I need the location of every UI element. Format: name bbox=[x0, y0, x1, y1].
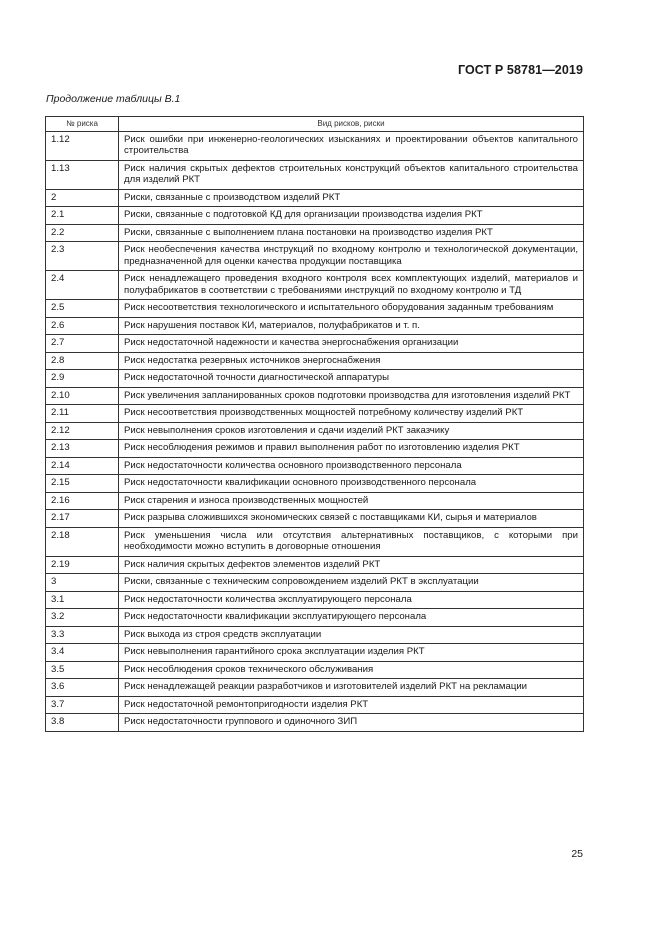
risk-description-cell: Риск недостаточной ремонтопригодности изделия РКТ bbox=[119, 696, 584, 714]
table-row bbox=[46, 609, 584, 627]
table-row bbox=[46, 224, 584, 242]
header-risk-number: № риска bbox=[46, 117, 119, 132]
risk-number-cell: 2.7 bbox=[46, 335, 119, 353]
risk-description-cell: Риск ненадлежащей реакции разработчиков и изготовителей изделий РКТ на рекламации bbox=[119, 679, 584, 697]
risk-number-cell: 2.18 bbox=[46, 527, 119, 556]
table-row bbox=[46, 370, 584, 388]
table-row bbox=[46, 131, 584, 160]
risk-number-cell: 3.3 bbox=[46, 626, 119, 644]
table-row bbox=[46, 591, 584, 609]
table-row bbox=[46, 475, 584, 493]
risk-description-cell: Риск недостаточности количества эксплуатирующего персонала bbox=[119, 591, 584, 609]
table-row bbox=[46, 207, 584, 225]
table-row bbox=[46, 387, 584, 405]
header-risk-description: Вид рисков, риски bbox=[119, 117, 584, 132]
table-row bbox=[46, 160, 584, 189]
risk-description-cell: Риск недостаточности квалификации основного производственного персонала bbox=[119, 475, 584, 493]
risk-number-cell: 2.6 bbox=[46, 317, 119, 335]
risk-description-cell: Риск несоблюдения режимов и правил выполнения работ по изготовлению изделия РКТ bbox=[119, 440, 584, 458]
risk-description-cell: Риск несоблюдения сроков технического обслуживания bbox=[119, 661, 584, 679]
risk-description-cell: Риск наличия скрытых дефектов элементов изделий РКТ bbox=[119, 556, 584, 574]
risk-description-cell: Риск выхода из строя средств эксплуатации bbox=[119, 626, 584, 644]
risk-description-cell: Риск недостатка резервных источников энергоснабжения bbox=[119, 352, 584, 370]
page-number: 25 bbox=[571, 848, 583, 860]
risk-number-cell: 2.10 bbox=[46, 387, 119, 405]
risk-number-cell: 2.15 bbox=[46, 475, 119, 493]
risk-number-cell: 2.17 bbox=[46, 510, 119, 528]
risk-number-cell: 3.4 bbox=[46, 644, 119, 662]
risk-number-cell: 2.19 bbox=[46, 556, 119, 574]
risk-number-cell: 2.3 bbox=[46, 242, 119, 271]
risk-description-cell: Риск несоответствия технологического и испытательного оборудования заданным требованиям bbox=[119, 300, 584, 318]
risk-description-cell: Риск недостаточной точности диагностической аппаратуры bbox=[119, 370, 584, 388]
table-row bbox=[46, 661, 584, 679]
table-row bbox=[46, 696, 584, 714]
table-row bbox=[46, 626, 584, 644]
risk-number-cell: 3.7 bbox=[46, 696, 119, 714]
risk-number-cell: 3.1 bbox=[46, 591, 119, 609]
risk-table bbox=[45, 116, 584, 732]
table-row bbox=[46, 510, 584, 528]
table-row bbox=[46, 457, 584, 475]
risk-number-cell: 3.5 bbox=[46, 661, 119, 679]
table-row bbox=[46, 242, 584, 271]
table-header-row bbox=[46, 117, 584, 132]
table-row bbox=[46, 300, 584, 318]
risk-number-cell: 3 bbox=[46, 574, 119, 592]
risk-description-cell: Риск наличия скрытых дефектов строительных конструкций объектов капитального строительства для изделий РКТ bbox=[119, 160, 584, 189]
table-row bbox=[46, 189, 584, 207]
table-row bbox=[46, 422, 584, 440]
risk-description-cell: Риск недостаточной надежности и качества энергоснабжения организации bbox=[119, 335, 584, 353]
risk-number-cell: 2.1 bbox=[46, 207, 119, 225]
table-row bbox=[46, 679, 584, 697]
risk-description-cell: Риск ошибки при инженерно-геологических изысканиях и проектировании объектов капитального строительства bbox=[119, 131, 584, 160]
risk-number-cell: 2.2 bbox=[46, 224, 119, 242]
table-row bbox=[46, 644, 584, 662]
risk-number-cell: 2.13 bbox=[46, 440, 119, 458]
risk-number-cell: 2.11 bbox=[46, 405, 119, 423]
table-row bbox=[46, 492, 584, 510]
risk-description-cell: Риски, связанные с техническим сопровождением изделий РКТ в эксплуатации bbox=[119, 574, 584, 592]
table-row bbox=[46, 317, 584, 335]
risk-number-cell: 3.2 bbox=[46, 609, 119, 627]
table-row bbox=[46, 405, 584, 423]
risk-description-cell: Риски, связанные с производством изделий РКТ bbox=[119, 189, 584, 207]
risk-description-cell: Риск невыполнения сроков изготовления и сдачи изделий РКТ заказчику bbox=[119, 422, 584, 440]
risk-number-cell: 2 bbox=[46, 189, 119, 207]
risk-number-cell: 3.6 bbox=[46, 679, 119, 697]
risk-number-cell: 2.5 bbox=[46, 300, 119, 318]
risk-table-body bbox=[46, 131, 584, 731]
risk-number-cell: 2.16 bbox=[46, 492, 119, 510]
risk-description-cell: Риск недостаточности квалификации эксплуатирующего персонала bbox=[119, 609, 584, 627]
risk-description-cell: Риск недостаточности группового и одиночного ЗИП bbox=[119, 714, 584, 732]
risk-description-cell: Риск несоответствия производственных мощностей потребному количеству изделий РКТ bbox=[119, 405, 584, 423]
risk-number-cell: 3.8 bbox=[46, 714, 119, 732]
risk-description-cell: Риск разрыва сложившихся экономических связей с поставщиками КИ, сырья и материалов bbox=[119, 510, 584, 528]
risk-number-cell: 2.12 bbox=[46, 422, 119, 440]
risk-description-cell: Риск нарушения поставок КИ, материалов, полуфабрикатов и т. п. bbox=[119, 317, 584, 335]
risk-number-cell: 2.8 bbox=[46, 352, 119, 370]
table-row bbox=[46, 574, 584, 592]
table-row bbox=[46, 714, 584, 732]
document-code: ГОСТ Р 58781—2019 bbox=[457, 63, 583, 77]
table-row bbox=[46, 352, 584, 370]
risk-number-cell: 2.9 bbox=[46, 370, 119, 388]
risk-number-cell: 2.4 bbox=[46, 271, 119, 300]
risk-description-cell: Риск уменьшения числа или отсутствия альтернативных поставщиков, с которыми при необходимости можно вступить в договорные отношения bbox=[119, 527, 584, 556]
risk-number-cell: 1.12 bbox=[46, 131, 119, 160]
risk-description-cell: Риск старения и износа производственных мощностей bbox=[119, 492, 584, 510]
risk-description-cell: Риск ненадлежащего проведения входного контроля всех комплектующих изделий, материалов и полуфабрикатов в соответствии с требованиями инструкций по входному контролю и ТД bbox=[119, 271, 584, 300]
table-row bbox=[46, 271, 584, 300]
risk-description-cell: Риск невыполнения гарантийного срока эксплуатации изделия РКТ bbox=[119, 644, 584, 662]
risk-number-cell: 1.13 bbox=[46, 160, 119, 189]
risk-description-cell: Риск необеспечения качества инструкций по входному контролю и технологической документации, предназначенной для оценки качества продукции поставщика bbox=[119, 242, 584, 271]
risk-description-cell: Риск недостаточности количества основного производственного персонала bbox=[119, 457, 584, 475]
risk-number-cell: 2.14 bbox=[46, 457, 119, 475]
table-row bbox=[46, 527, 584, 556]
table-caption: Продолжение таблицы В.1 bbox=[46, 93, 181, 105]
risk-description-cell: Риск увеличения запланированных сроков подготовки производства для изготовления изделий РКТ bbox=[119, 387, 584, 405]
risk-description-cell: Риски, связанные с подготовкой КД для организации производства изделия РКТ bbox=[119, 207, 584, 225]
table-row bbox=[46, 556, 584, 574]
table-row bbox=[46, 335, 584, 353]
risk-description-cell: Риски, связанные с выполнением плана постановки на производство изделия РКТ bbox=[119, 224, 584, 242]
table-row bbox=[46, 440, 584, 458]
